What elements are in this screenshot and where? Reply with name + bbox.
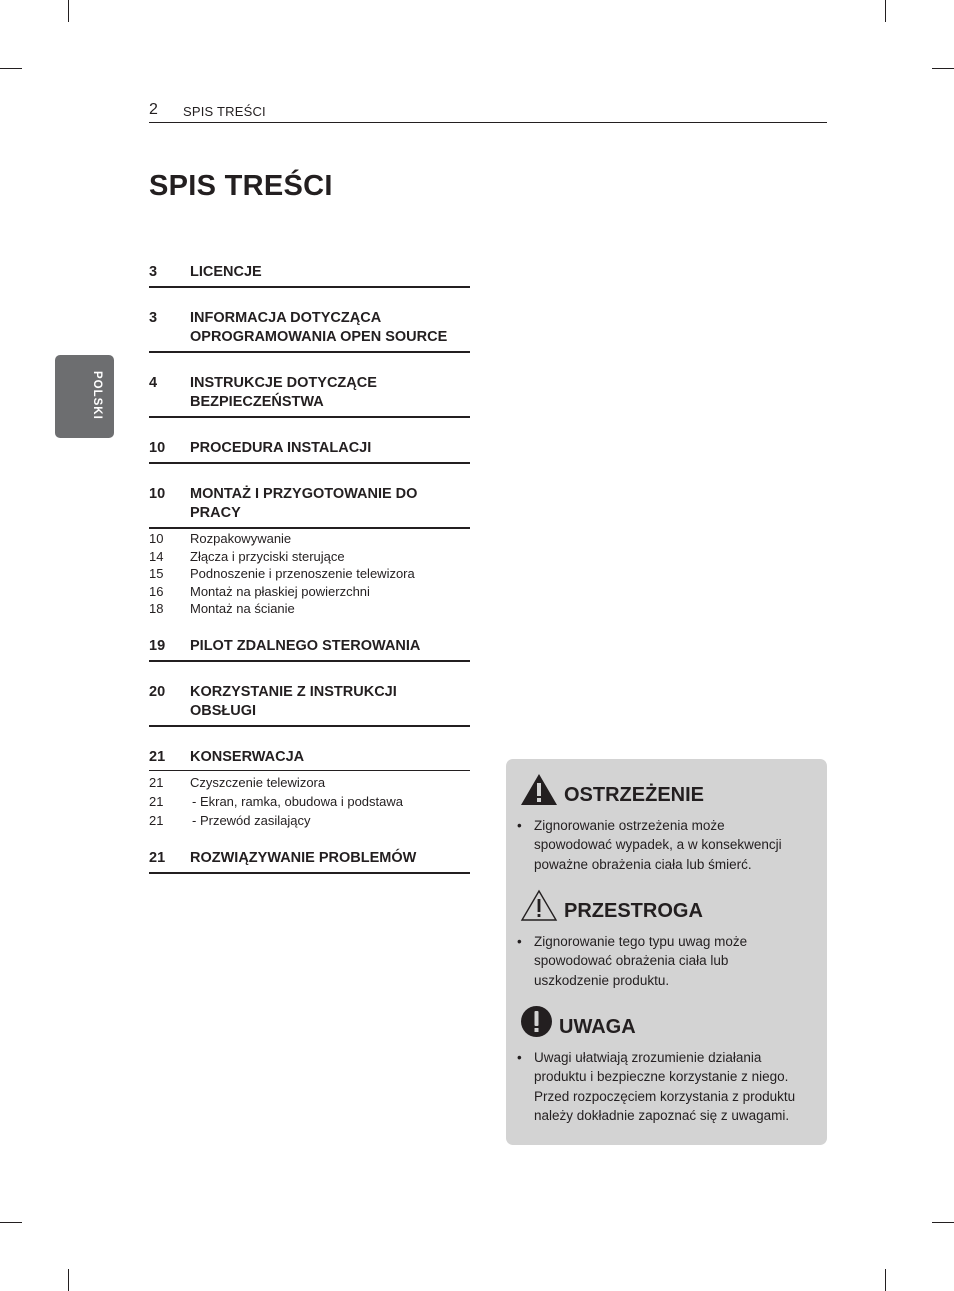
crop-mark: [68, 0, 69, 22]
toc-subentry: [149, 565, 470, 583]
note-label: UWAGA: [559, 1016, 636, 1038]
crop-mark: [0, 1222, 22, 1223]
toc-title: MONTAŻ I PRZYGOTOWANIE DO: [190, 486, 418, 502]
exclamation-circle-icon: [520, 1005, 553, 1038]
note-text: • Uwagi ułatwiają zrozumienie działania: [534, 1050, 762, 1065]
toc-page: 19: [149, 638, 166, 654]
caution-label: PRZESTROGA: [564, 900, 703, 922]
crop-mark: [885, 1269, 886, 1291]
note-heading: [520, 1005, 636, 1038]
note-text: uszkodzenie produktu.: [534, 972, 670, 988]
running-header: [149, 100, 827, 123]
note-text: poważne obrażenia ciała lub śmierć.: [534, 856, 752, 872]
note-list: [515, 1048, 815, 1125]
toc-subentry: [149, 583, 470, 601]
note-text: spowodować obrażenia ciała lub: [534, 953, 729, 969]
toc-title: INFORMACJA DOTYCZĄCA: [190, 310, 382, 326]
toc-title: KORZYSTANIE Z INSTRUKCJI: [190, 684, 397, 700]
toc-title: Złącza i przyciski sterujące: [190, 548, 345, 564]
warning-filled-icon: [520, 773, 558, 806]
toc-entry: [149, 263, 470, 288]
safety-notes-panel: [506, 759, 827, 1145]
toc-entry: [149, 637, 470, 662]
warning-list: [515, 816, 815, 874]
toc-page: 21: [149, 794, 164, 809]
side-tab-label: POLSKI: [91, 371, 103, 420]
crop-mark: [0, 68, 22, 69]
toc-entry: [149, 439, 470, 464]
toc-title: ROZWIĄZYWANIE PROBLEMÓW: [190, 850, 417, 866]
toc-entry: [149, 683, 470, 727]
running-section-title: SPIS TREŚCI: [183, 104, 266, 119]
toc-title: Montaż na ścianie: [190, 601, 295, 616]
toc-page: 10: [149, 486, 166, 502]
page-number: 2: [149, 101, 158, 118]
toc-subentry: [149, 793, 470, 812]
list-item: [515, 932, 815, 990]
caution-heading: [520, 889, 703, 922]
note-text: spowodować wypadek, a w konsekwencji: [534, 837, 782, 853]
toc-page: 21: [149, 749, 166, 765]
toc-page: 14: [149, 548, 164, 564]
warning-label: OSTRZEŻENIE: [564, 784, 705, 806]
toc-page: 10: [149, 531, 164, 546]
caution-list: [515, 932, 815, 990]
toc-title: PRACY: [190, 505, 241, 521]
toc-title: LICENCJE: [190, 264, 262, 280]
note-text: należy dokładnie zapoznać się z uwagami.: [534, 1107, 790, 1123]
note-text: • Zignorowanie ostrzeżenia może: [534, 818, 725, 833]
toc-page: 4: [149, 375, 158, 391]
toc-title: OBSŁUGI: [190, 703, 257, 719]
toc-title: Montaż na płaskiej powierzchni: [190, 583, 370, 599]
note-text: • Zignorowanie tego typu uwag może: [534, 934, 748, 949]
toc-subentry: [149, 774, 470, 793]
toc-title: PILOT ZDALNEGO STEROWANIA: [190, 638, 421, 654]
toc-page: 21: [149, 813, 164, 828]
crop-mark: [932, 1222, 954, 1223]
toc-entry: [149, 748, 470, 771]
toc-title: OPROGRAMOWANIA OPEN SOURCE: [190, 329, 448, 345]
toc-subentries: [149, 774, 470, 831]
toc-entry: [149, 374, 470, 418]
language-side-tab: [55, 355, 114, 438]
toc-page: 16: [149, 583, 164, 599]
toc-subentry: [149, 548, 470, 566]
toc-title: Rozpakowywanie: [190, 531, 292, 546]
page-title: SPIS TREŚCI: [149, 170, 333, 202]
toc-page: 3: [149, 310, 158, 326]
list-item: [515, 1048, 815, 1125]
toc-title: BEZPIECZEŃSTWA: [190, 394, 324, 410]
toc-entry: [149, 309, 470, 353]
toc-title: PROCEDURA INSTALACJI: [190, 440, 372, 456]
crop-mark: [68, 1269, 69, 1291]
toc-entry: [149, 485, 470, 529]
toc-subentry: [149, 530, 470, 548]
note-text: produktu i bezpieczne korzystanie z niego.: [534, 1069, 789, 1085]
toc-title: INSTRUKCJE DOTYCZĄCE: [190, 375, 377, 391]
toc-page: 18: [149, 601, 164, 616]
toc-entry: [149, 849, 470, 874]
crop-mark: [932, 68, 954, 69]
toc-page: 20: [149, 684, 166, 700]
toc-title: - Przewód zasilający: [192, 813, 311, 828]
crop-mark: [885, 0, 886, 22]
toc-subentries: [149, 530, 470, 618]
toc-title: Czyszczenie telewizora: [190, 775, 326, 790]
toc-page: 3: [149, 264, 158, 280]
toc-page: 15: [149, 566, 164, 581]
toc-title: Podnoszenie i przenoszenie telewizora: [190, 566, 415, 581]
toc-title: KONSERWACJA: [190, 749, 305, 765]
warning-heading: [520, 773, 704, 806]
caution-outline-icon: [520, 889, 558, 922]
list-item: [515, 816, 815, 874]
toc-page: 10: [149, 440, 166, 456]
toc-subentry: [149, 600, 470, 618]
toc-page: 21: [149, 850, 166, 866]
toc-subentry: [149, 812, 470, 831]
toc-page: 21: [149, 775, 164, 790]
note-text: Przed rozpoczęciem korzystania z produktu: [534, 1088, 796, 1104]
toc-title: - Ekran, ramka, obudowa i podstawa: [192, 794, 403, 809]
